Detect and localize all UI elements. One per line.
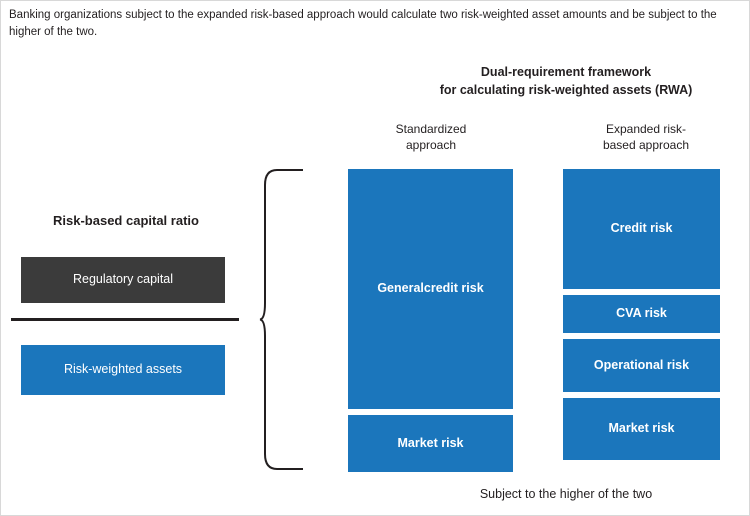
- column-heading-expanded-line1: Expanded risk-: [605, 122, 687, 136]
- risk-weighted-assets-box: Risk-weighted assets: [21, 345, 225, 395]
- footer-note: Subject to the higher of the two: [479, 487, 653, 501]
- risk-box-expanded-0: [563, 169, 720, 289]
- risk-box-label: CVA risk: [616, 306, 667, 321]
- column-heading-expanded-line2: based approach: [602, 138, 690, 153]
- column-heading-standardized-line1: Standardized: [395, 122, 467, 136]
- risk-box-expanded-2: [563, 339, 720, 392]
- risk-box-label: Market risk: [608, 421, 675, 436]
- risk-box-expanded-1: [563, 295, 720, 333]
- regulatory-capital-box: Regulatory capital: [21, 257, 225, 303]
- brace-icon: [259, 167, 303, 472]
- column-heading-standardized-line2: approach: [405, 138, 457, 153]
- figure-title-line1: Dual-requirement framework: [480, 65, 652, 79]
- ratio-divider: [11, 318, 239, 321]
- risk-box-label: Operational risk: [593, 357, 690, 372]
- risk-box-label: General: [377, 281, 424, 296]
- risk-box-standardized-1: [348, 415, 513, 472]
- risk-box-label: credit risk: [423, 281, 484, 296]
- risk-box-label: Credit risk: [610, 221, 673, 236]
- risk-box-standardized-0: [348, 169, 513, 409]
- intro-paragraph: Banking organizations subject to the expanded risk-based approach would calculate two risk-weighted asset amounts and be subject to the higher of the two.: [9, 9, 717, 38]
- column-heading-expanded: [561, 121, 731, 153]
- risk-based-capital-ratio-title: Risk-based capital ratio: [53, 213, 199, 228]
- risk-box-expanded-3: [563, 398, 720, 460]
- column-heading-standardized: [346, 121, 516, 153]
- risk-box-label: Market risk: [397, 435, 464, 450]
- column-standardized: [348, 169, 513, 472]
- figure-title: [401, 63, 731, 99]
- figure-title-line2: for calculating risk-weighted assets (RWA): [439, 83, 693, 98]
- column-expanded: [563, 169, 720, 472]
